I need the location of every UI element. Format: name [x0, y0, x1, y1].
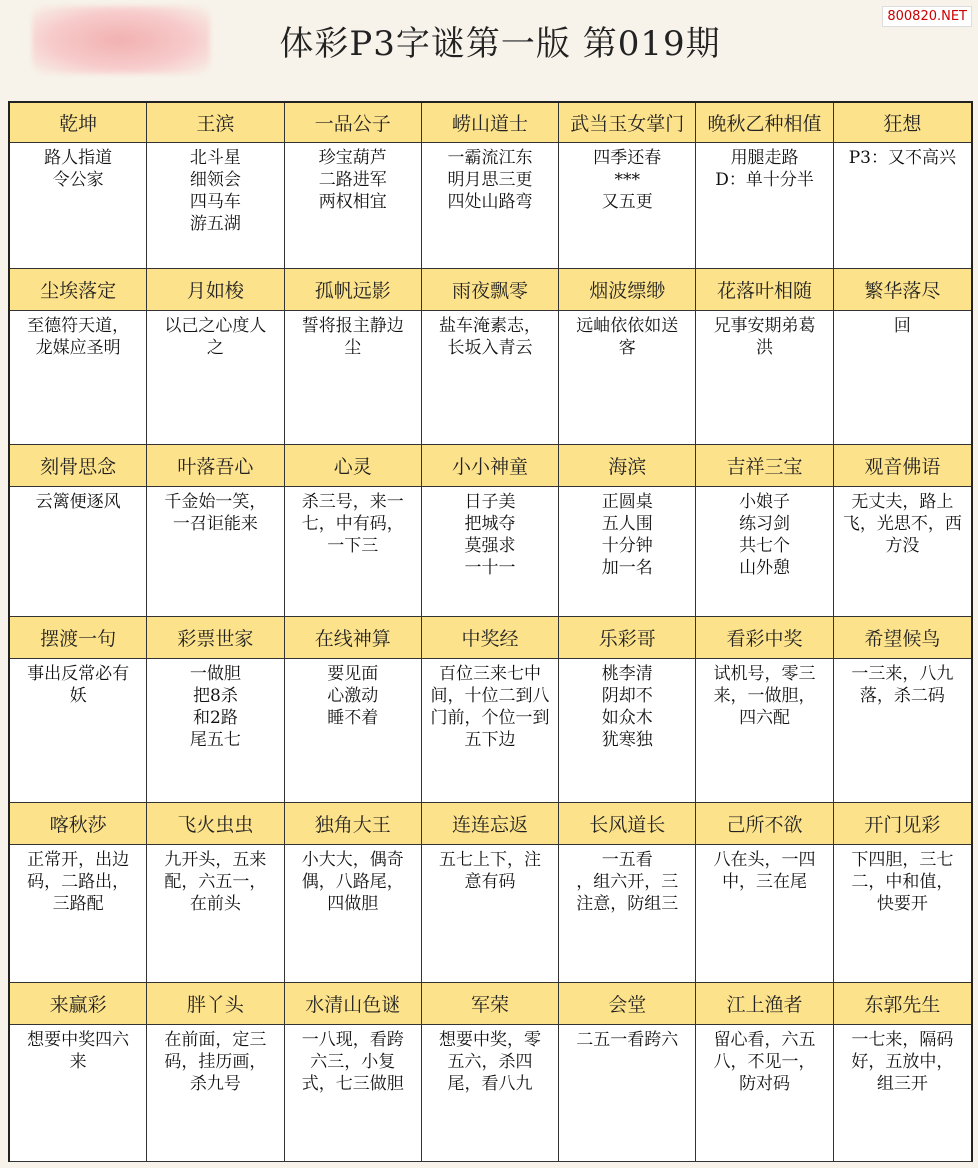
- riddle-text-cell: 日子美 把城夺 莫强求 一十一: [422, 487, 559, 617]
- riddle-text-cell: 一五看 ，组六开，三 注意，防组三: [559, 845, 696, 983]
- riddle-text-cell: 留心看，六五 八，不见一， 防对码: [696, 1025, 833, 1162]
- riddle-text-cell: 一三来，八九 落，杀二码: [834, 659, 971, 803]
- riddle-text-cell: 兄事安期弟葛 洪: [696, 311, 833, 445]
- riddle-text-cell: 至德符天道， 龙媒应圣明: [10, 311, 147, 445]
- author-name-cell: 海滨: [559, 445, 696, 487]
- riddle-text-cell: 试机号，零三 来，一做胆， 四六配: [696, 659, 833, 803]
- riddle-text-cell: 九开头，五来 配，六五一， 在前头: [147, 845, 284, 983]
- author-name-cell: 乾坤: [10, 103, 147, 143]
- author-name-cell: 东郭先生: [834, 983, 971, 1025]
- riddle-text-cell: 在前面，定三 码，挂历画， 杀九号: [147, 1025, 284, 1162]
- author-name-cell: 在线神算: [285, 617, 422, 659]
- riddle-text-cell: 一八现，看跨 六三，小复 式，七三做胆: [285, 1025, 422, 1162]
- author-name-cell: 孤帆远影: [285, 269, 422, 311]
- riddle-table: [8, 101, 973, 1162]
- author-name-cell: 心灵: [285, 445, 422, 487]
- author-name-cell: 叶落吾心: [147, 445, 284, 487]
- riddle-text-cell: 正圆桌 五人围 十分钟 加一名: [559, 487, 696, 617]
- riddle-text-cell: 无丈夫，路上 飞，光思不，西 方没: [834, 487, 971, 617]
- author-name-cell: 花落叶相随: [696, 269, 833, 311]
- riddle-text-cell: 想要中奖四六 来: [10, 1025, 147, 1162]
- author-name-cell: 长风道长: [559, 803, 696, 845]
- riddle-text-cell: 四季还春 *** 又五更: [559, 143, 696, 269]
- riddle-text-cell: 八在头，一四 中，三在尾: [696, 845, 833, 983]
- riddle-text-cell: 小娘子 练习剑 共七个 山外憩: [696, 487, 833, 617]
- author-name-cell: 吉祥三宝: [696, 445, 833, 487]
- riddle-text-cell: 一霸流江东 明月思三更 四处山路弯: [422, 143, 559, 269]
- riddle-text-cell: 誓将报主静边 尘: [285, 311, 422, 445]
- author-name-cell: 己所不欲: [696, 803, 833, 845]
- riddle-text-cell: 以己之心度人 之: [147, 311, 284, 445]
- author-name-cell: 水清山色谜: [285, 983, 422, 1025]
- author-name-cell: 军荣: [422, 983, 559, 1025]
- author-name-cell: 来赢彩: [10, 983, 147, 1025]
- riddle-text-cell: 要见面 心激动 睡不着: [285, 659, 422, 803]
- riddle-text-cell: 用腿走路 D：单十分半: [696, 143, 833, 269]
- page-header: [0, 0, 978, 96]
- author-name-cell: 摆渡一句: [10, 617, 147, 659]
- riddle-text-cell: 二五一看跨六: [559, 1025, 696, 1162]
- author-name-cell: 飞火虫虫: [147, 803, 284, 845]
- riddle-text-cell: 事出反常必有 妖: [10, 659, 147, 803]
- author-name-cell: 胖丫头: [147, 983, 284, 1025]
- author-name-cell: 开门见彩: [834, 803, 971, 845]
- riddle-text-cell: 小大大，偶奇 偶，八路尾， 四做胆: [285, 845, 422, 983]
- author-name-cell: 一品公子: [285, 103, 422, 143]
- author-name-cell: 喀秋莎: [10, 803, 147, 845]
- author-name-cell: 崂山道士: [422, 103, 559, 143]
- author-name-cell: 狂想: [834, 103, 971, 143]
- author-name-cell: 月如梭: [147, 269, 284, 311]
- riddle-text-cell: 想要中奖，零 五六，杀四 尾，看八九: [422, 1025, 559, 1162]
- author-name-cell: 乐彩哥: [559, 617, 696, 659]
- riddle-text-cell: 百位三来七中 间，十位二到八 门前，个位一到 五下边: [422, 659, 559, 803]
- riddle-text-cell: 路人指道 令公家: [10, 143, 147, 269]
- author-name-cell: 中奖经: [422, 617, 559, 659]
- author-name-cell: 繁华落尽: [834, 269, 971, 311]
- riddle-text-cell: 杀三号，来一 七，中有码， 一下三: [285, 487, 422, 617]
- riddle-text-cell: 回: [834, 311, 971, 445]
- author-name-cell: 观音佛语: [834, 445, 971, 487]
- author-name-cell: 晚秋乙种相值: [696, 103, 833, 143]
- author-name-cell: 武当玉女掌门: [559, 103, 696, 143]
- riddle-text-cell: P3：又不高兴: [834, 143, 971, 269]
- riddle-text-cell: 桃李清 阴却不 如众木 犹寒独: [559, 659, 696, 803]
- riddle-text-cell: 五七上下，注 意有码: [422, 845, 559, 983]
- riddle-text-cell: 正常开，出边 码，二路出， 三路配: [10, 845, 147, 983]
- riddle-text-cell: 千金始一笑， 一召讵能来: [147, 487, 284, 617]
- author-name-cell: 刻骨思念: [10, 445, 147, 487]
- author-name-cell: 烟波缥缈: [559, 269, 696, 311]
- author-name-cell: 雨夜飘零: [422, 269, 559, 311]
- blurred-logo: [32, 6, 210, 74]
- riddle-text-cell: 盐车淹素志， 长坂入青云: [422, 311, 559, 445]
- author-name-cell: 王滨: [147, 103, 284, 143]
- author-name-cell: 看彩中奖: [696, 617, 833, 659]
- riddle-text-cell: 北斗星 细领会 四马车 游五湖: [147, 143, 284, 269]
- riddle-text-cell: 云篱便逐风: [10, 487, 147, 617]
- riddle-text-cell: 一做胆 把8杀 和2路 尾五七: [147, 659, 284, 803]
- author-name-cell: 独角大王: [285, 803, 422, 845]
- riddle-text-cell: 一七来，隔码 好，五放中， 组三开: [834, 1025, 971, 1162]
- riddle-text-cell: 珍宝葫芦 二路进军 两权相宜: [285, 143, 422, 269]
- page-title: 体彩P3字谜第一版 第019期: [279, 24, 721, 64]
- author-name-cell: 江上渔者: [696, 983, 833, 1025]
- author-name-cell: 希望候鸟: [834, 617, 971, 659]
- riddle-text-cell: 远岫依依如送 客: [559, 311, 696, 445]
- site-badge: 800820.NET: [882, 6, 972, 27]
- author-name-cell: 会堂: [559, 983, 696, 1025]
- riddle-text-cell: 下四胆，三七 二，中和值， 快要开: [834, 845, 971, 983]
- author-name-cell: 尘埃落定: [10, 269, 147, 311]
- author-name-cell: 小小神童: [422, 445, 559, 487]
- author-name-cell: 彩票世家: [147, 617, 284, 659]
- author-name-cell: 连连忘返: [422, 803, 559, 845]
